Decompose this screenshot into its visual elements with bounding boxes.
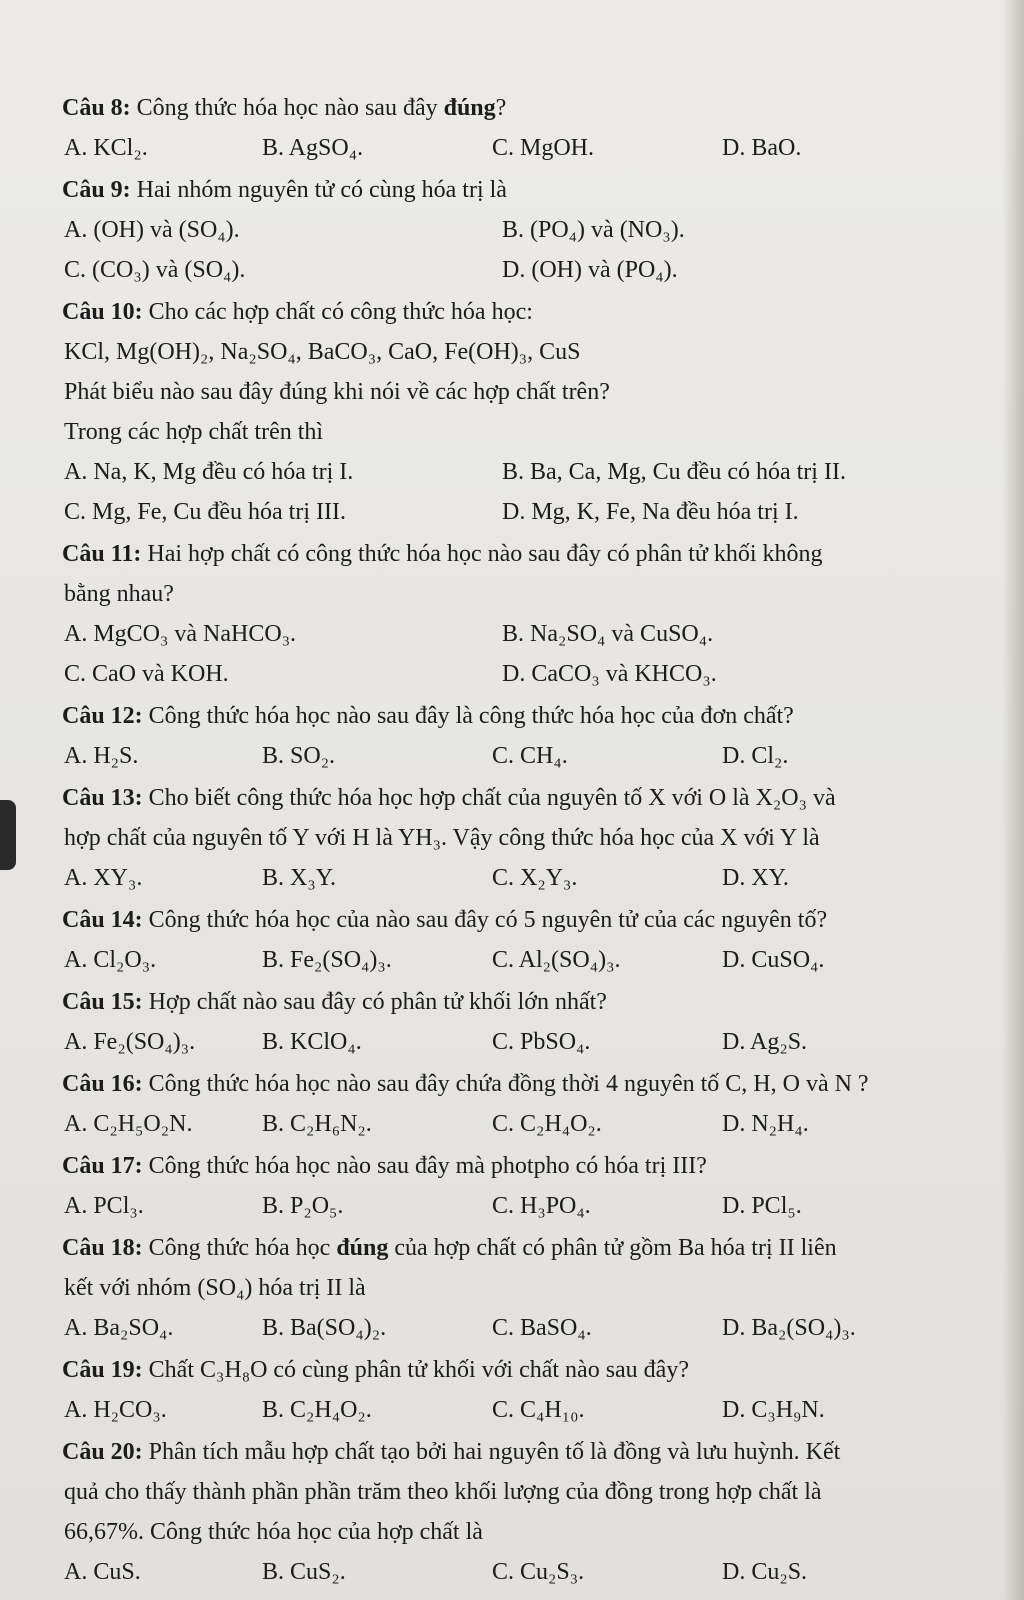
answer-row	[62, 1390, 1004, 1430]
question-number: Câu 20:	[62, 1439, 149, 1465]
answer-option[interactable]: C. Al₂(SO₄)₃.	[492, 947, 621, 973]
question-stem	[62, 900, 1004, 940]
answer-row	[62, 614, 1004, 654]
answer-option[interactable]: C. X₂Y₃.	[492, 865, 578, 891]
question-continuation: quả cho thấy thành phần phần trăm theo khối lượng của đồng trong hợp chất là	[64, 1479, 822, 1505]
question-text: Chất C₃H₈O có cùng phân tử khối với chất nào sau đây?	[148, 1357, 689, 1383]
answer-row	[62, 1186, 1004, 1226]
question-stem	[62, 1432, 1004, 1472]
question-text: Hai nhóm nguyên tử có cùng hóa trị là	[136, 177, 507, 203]
answer-row	[62, 654, 1004, 694]
page-shadow	[1002, 0, 1024, 1600]
answer-option[interactable]: B. AgSO₄.	[262, 135, 364, 161]
question	[62, 88, 1004, 168]
answer-option[interactable]: D. N₂H₄.	[722, 1111, 809, 1137]
answer-option[interactable]: C. C₂H₄O₂.	[492, 1111, 602, 1137]
question-stem	[62, 88, 1004, 128]
answer-option[interactable]: B. C₂H₄O₂.	[262, 1397, 372, 1423]
question	[62, 982, 1004, 1062]
question-number: Câu 8:	[62, 95, 137, 121]
question-text: Hợp chất nào sau đây có phân tử khối lớn nhất?	[148, 989, 607, 1015]
answer-option[interactable]: C. BaSO₄.	[492, 1315, 592, 1341]
question-number: Câu 15:	[62, 989, 149, 1015]
question	[62, 170, 1004, 290]
answer-option[interactable]: A. Fe₂(SO₄)₃.	[64, 1029, 196, 1055]
answer-option[interactable]: A. Na, K, Mg đều có hóa trị I.	[64, 459, 354, 485]
answer-option[interactable]: A. KCl₂.	[64, 135, 148, 161]
answer-option[interactable]: A. PCl₃.	[64, 1193, 144, 1219]
question-text: Công thức hóa học	[148, 1235, 337, 1261]
answer-row	[62, 492, 1004, 532]
answer-row	[62, 736, 1004, 776]
answer-option[interactable]: D. Ba₂(SO₄)₃.	[722, 1315, 856, 1341]
answer-row	[62, 1552, 1004, 1592]
answer-option[interactable]: D. (OH) và (PO₄).	[502, 257, 678, 283]
question-continuation: KCl, Mg(OH)₂, Na₂SO₄, BaCO₃, CaO, Fe(OH)₃, CuS	[64, 339, 581, 365]
answer-option[interactable]: A. C₂H₅O₂N.	[64, 1111, 193, 1137]
question	[62, 1146, 1004, 1226]
answer-option[interactable]: B. Na₂SO₄ và CuSO₄.	[502, 621, 714, 647]
answer-option[interactable]: C. Cu₂S₃.	[492, 1559, 585, 1585]
answer-row	[62, 858, 1004, 898]
question-number: Câu 11:	[62, 541, 148, 567]
answer-option[interactable]: C. C₄H₁₀.	[492, 1397, 585, 1423]
answer-option[interactable]: B. KClO₄.	[262, 1029, 362, 1055]
question-text: Công thức hóa học nào sau đây mà photpho có hóa trị III?	[148, 1153, 707, 1179]
answer-option[interactable]: D. XY.	[722, 865, 789, 891]
question-stem	[62, 696, 1004, 736]
answer-option[interactable]: D. C₃H₉N.	[722, 1397, 825, 1423]
question-text: Công thức hóa học nào sau đây chứa đồng thời 4 nguyên tố C, H, O và N ?	[148, 1071, 869, 1097]
question-continuation: kết với nhóm (SO₄) hóa trị II là	[64, 1275, 366, 1301]
question-emphasis: đúng	[336, 1235, 389, 1261]
question-stem	[62, 170, 1004, 210]
answer-option[interactable]: B. CuS₂.	[262, 1559, 346, 1585]
question	[62, 292, 1004, 532]
answer-option[interactable]: C. PbSO₄.	[492, 1029, 591, 1055]
answer-option[interactable]: A. CuS.	[64, 1559, 141, 1585]
answer-option[interactable]: B. C₂H₆N₂.	[262, 1111, 372, 1137]
answer-option[interactable]: C. Mg, Fe, Cu đều hóa trị III.	[64, 499, 346, 525]
question	[62, 696, 1004, 776]
question-emphasis: đúng	[443, 95, 496, 121]
question-text: Cho các hợp chất có công thức hóa học:	[148, 299, 533, 325]
answer-option[interactable]: C. H₃PO₄.	[492, 1193, 591, 1219]
answer-option[interactable]: C. CaO và KOH.	[64, 661, 229, 687]
answer-option[interactable]: B. (PO₄) và (NO₃).	[502, 217, 685, 243]
question-text-tail: của hợp chất có phân tử gồm Ba hóa trị II liên	[388, 1235, 837, 1261]
answer-option[interactable]: A. (OH) và (SO₄).	[64, 217, 240, 243]
answer-option[interactable]: D. PCl₅.	[722, 1193, 802, 1219]
answer-row	[62, 940, 1004, 980]
answer-row	[62, 210, 1004, 250]
question-text: Phân tích mẫu hợp chất tạo bởi hai nguyên tố là đồng và lưu huỳnh. Kết	[148, 1439, 841, 1465]
answer-option[interactable]: A. Cl₂O₃.	[64, 947, 157, 973]
question-number: Câu 12:	[62, 703, 149, 729]
question-stem	[62, 1064, 1004, 1104]
question-text: Hai hợp chất có công thức hóa học nào sau đây có phân tử khối không	[147, 541, 823, 567]
answer-row	[62, 1104, 1004, 1144]
answer-option[interactable]: B. SO₂.	[262, 743, 336, 769]
question-number: Câu 9:	[62, 177, 137, 203]
question-continuation: Trong các hợp chất trên thì	[64, 419, 324, 445]
question-list	[62, 88, 1004, 1592]
answer-row	[62, 250, 1004, 290]
question	[62, 1432, 1004, 1592]
question-number: Câu 13:	[62, 785, 149, 811]
question	[62, 534, 1004, 694]
question	[62, 1064, 1004, 1144]
answer-option[interactable]: D. Ag₂S.	[722, 1029, 808, 1055]
answer-option[interactable]: B. P₂O₅.	[262, 1193, 344, 1219]
answer-option[interactable]: C. (CO₃) và (SO₄).	[64, 257, 246, 283]
question-stem	[62, 534, 1004, 574]
question-text: Công thức hóa học của nào sau đây có 5 nguyên tử của các nguyên tố?	[148, 907, 828, 933]
question-stem	[62, 778, 1004, 818]
answer-row	[62, 1022, 1004, 1062]
page-edge-tab	[0, 800, 16, 870]
answer-option[interactable]: C. MgOH.	[492, 135, 595, 161]
question	[62, 900, 1004, 980]
answer-option[interactable]: A. Ba₂SO₄.	[64, 1315, 174, 1341]
question-stem	[62, 292, 1004, 332]
answer-option[interactable]: B. X₃Y.	[262, 865, 336, 891]
answer-option[interactable]: A. XY₃.	[64, 865, 143, 891]
question-stem	[62, 1146, 1004, 1186]
answer-option[interactable]: C. CH₄.	[492, 743, 568, 769]
answer-option[interactable]: A. H₂S.	[64, 743, 139, 769]
question-text-tail: ?	[495, 95, 507, 121]
question-continuation: 66,67%. Công thức hóa học của hợp chất là	[64, 1519, 483, 1545]
question	[62, 1350, 1004, 1430]
question-number: Câu 17:	[62, 1153, 149, 1179]
question-continuation: Phát biểu nào sau đây đúng khi nói về các hợp chất trên?	[64, 379, 610, 405]
question-number: Câu 18:	[62, 1235, 149, 1261]
question-text: Công thức hóa học nào sau đây là công thức hóa học của đơn chất?	[148, 703, 794, 729]
question-text: Cho biết công thức hóa học hợp chất của nguyên tố X với O là X₂O₃ và	[148, 785, 836, 811]
answer-option[interactable]: B. Ba(SO₄)₂.	[262, 1315, 387, 1341]
question-stem	[62, 982, 1004, 1022]
answer-option[interactable]: B. Fe₂(SO₄)₃.	[262, 947, 392, 973]
answer-option[interactable]: D. Mg, K, Fe, Na đều hóa trị I.	[502, 499, 799, 525]
question-text: Công thức hóa học nào sau đây	[136, 95, 444, 121]
answer-option[interactable]: B. Ba, Ca, Mg, Cu đều có hóa trị II.	[502, 459, 846, 485]
answer-option[interactable]: D. Cl₂.	[722, 743, 789, 769]
answer-option[interactable]: A. H₂CO₃.	[64, 1397, 167, 1423]
question-number: Câu 16:	[62, 1071, 149, 1097]
question-number: Câu 19:	[62, 1357, 149, 1383]
question-continuation: bằng nhau?	[64, 581, 174, 607]
answer-row	[62, 128, 1004, 168]
question	[62, 778, 1004, 898]
question-number: Câu 14:	[62, 907, 149, 933]
question-continuation: hợp chất của nguyên tố Y với H là YH₃. Vậy công thức hóa học của X với Y là	[64, 825, 820, 851]
answer-option[interactable]: D. BaO.	[722, 135, 802, 161]
answer-row	[62, 452, 1004, 492]
question-stem	[62, 1350, 1004, 1390]
answer-option[interactable]: D. CuSO₄.	[722, 947, 825, 973]
question-stem	[62, 1228, 1004, 1268]
answer-option[interactable]: D. Cu₂S.	[722, 1559, 808, 1585]
question-number: Câu 10:	[62, 299, 149, 325]
answer-option[interactable]: D. CaCO₃ và KHCO₃.	[502, 661, 717, 687]
answer-row	[62, 1308, 1004, 1348]
answer-option[interactable]: A. MgCO₃ và NaHCO₃.	[64, 621, 297, 647]
question	[62, 1228, 1004, 1348]
